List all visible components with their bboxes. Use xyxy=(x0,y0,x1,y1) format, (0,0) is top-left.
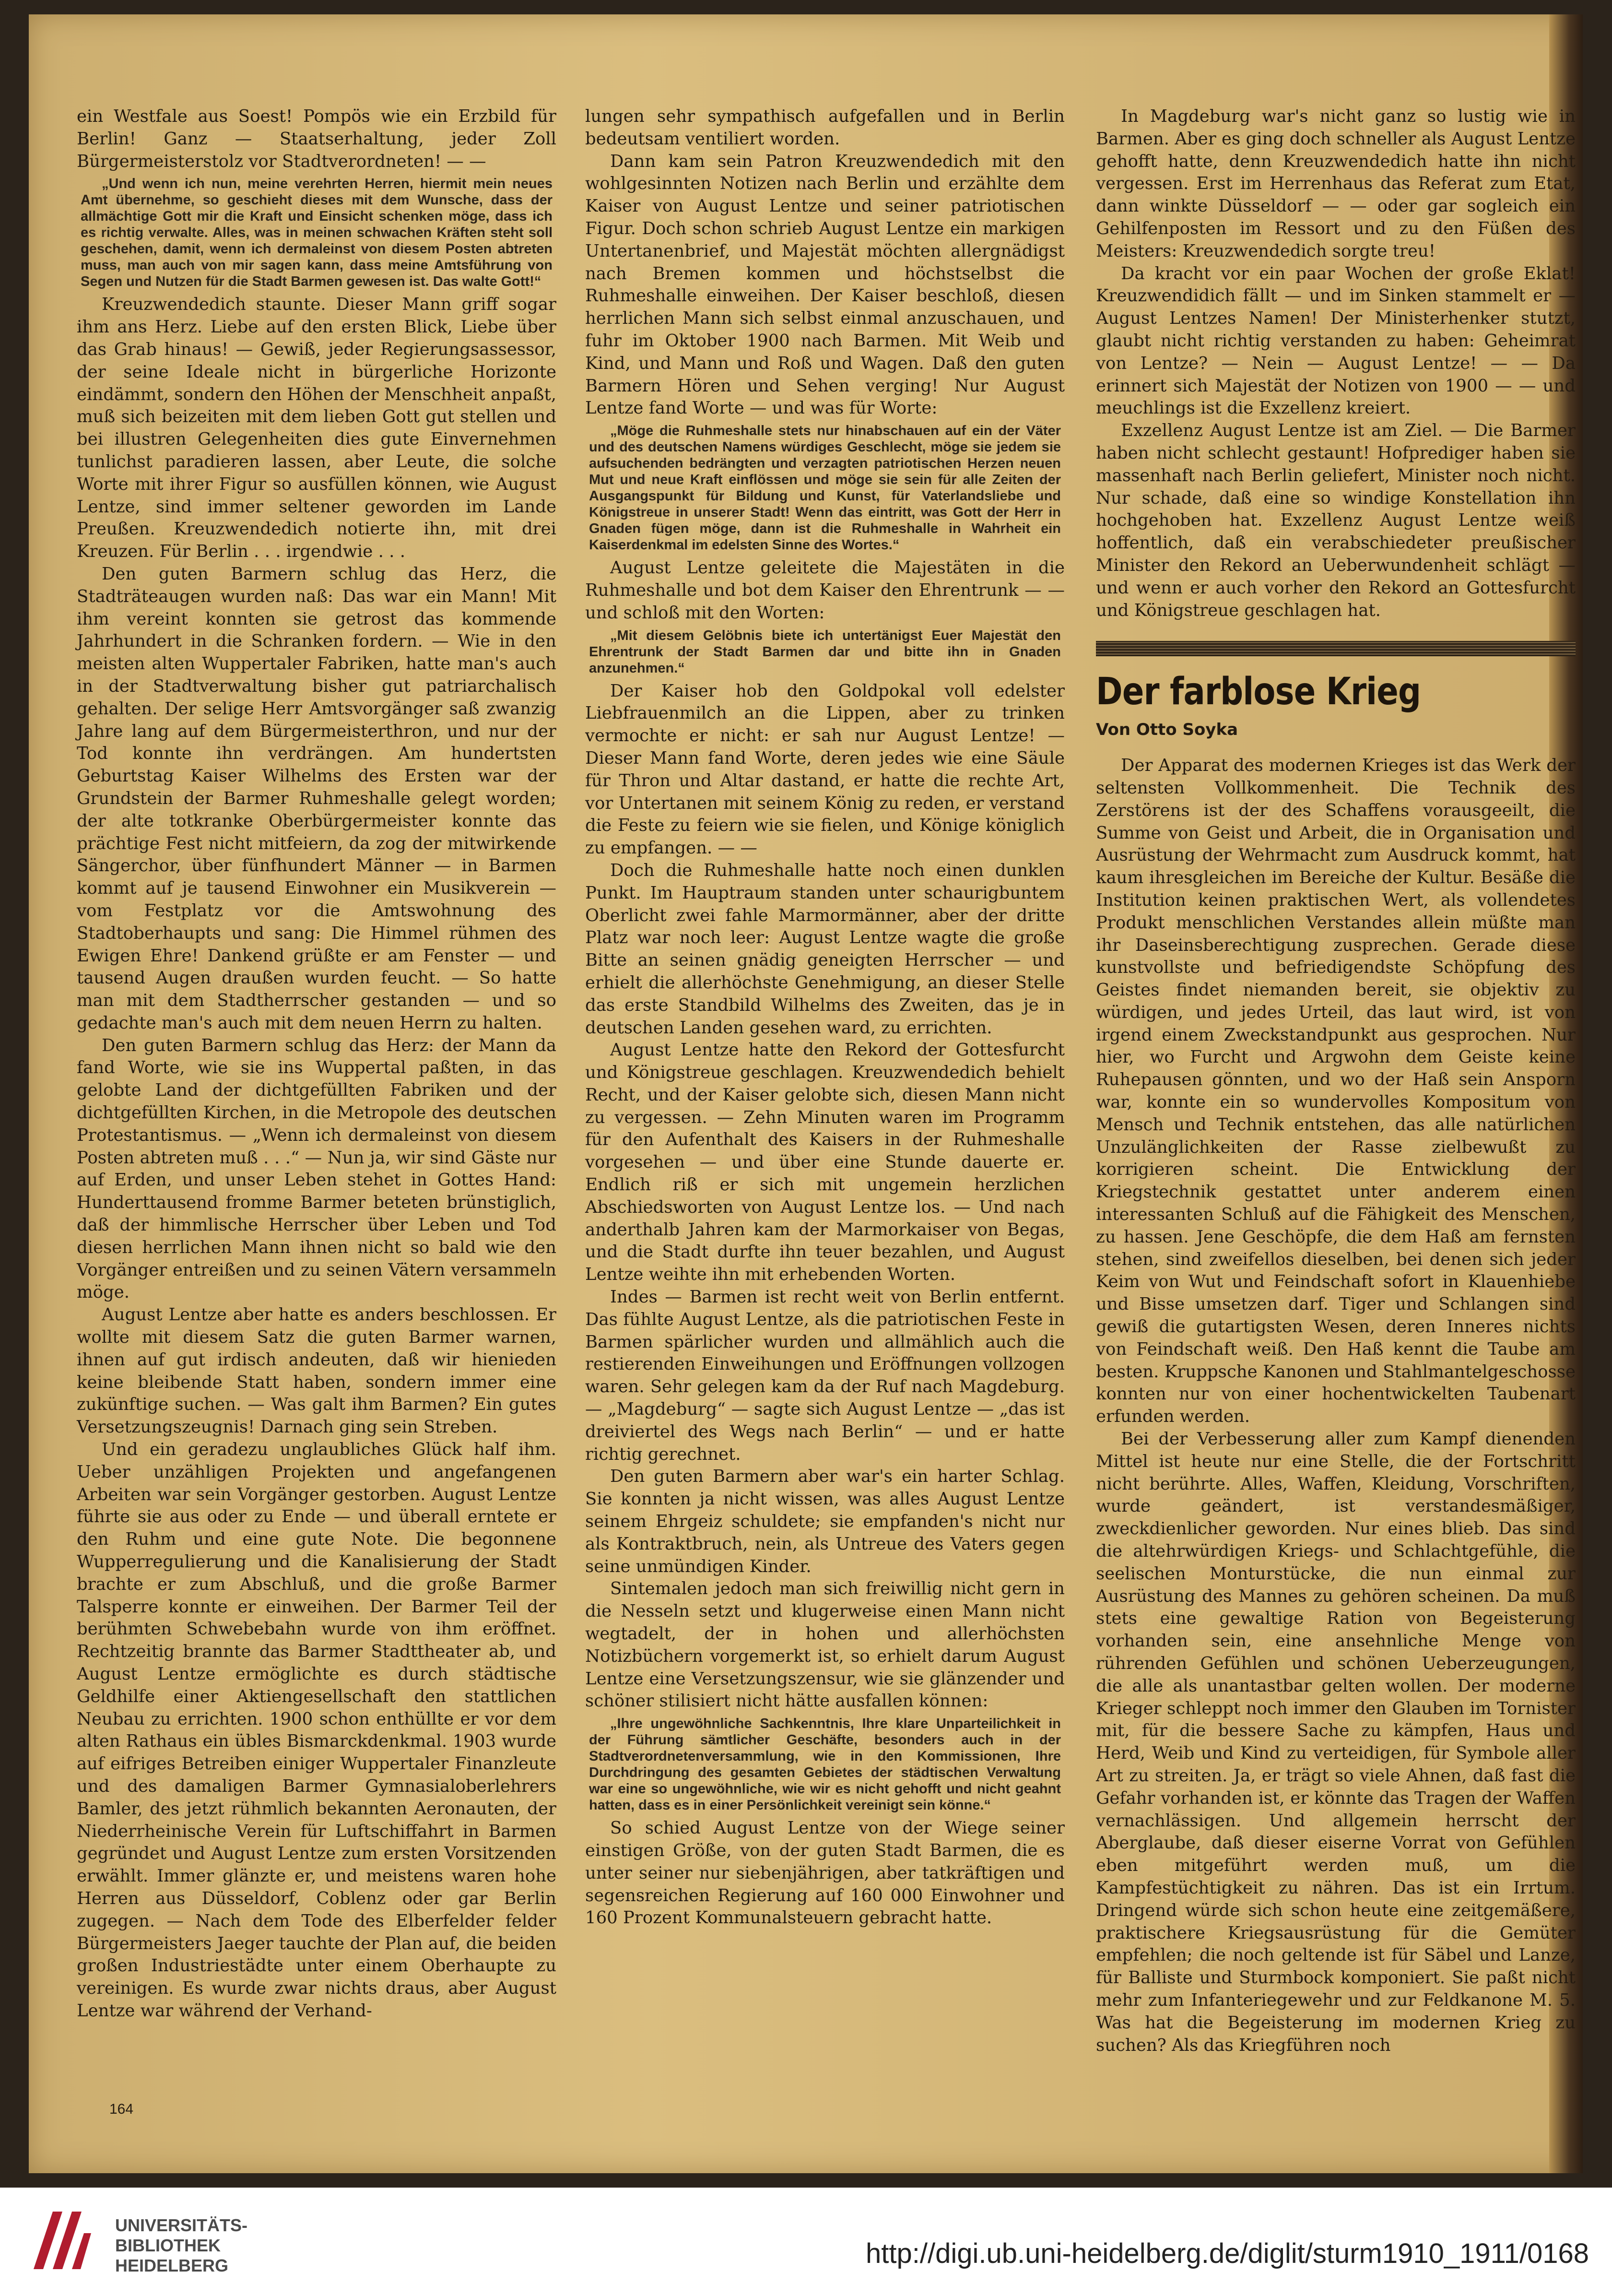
paragraph: Doch die Ruhmeshalle hatte noch einen dunklen Punkt. Im Hauptraum standen unter schaurigbuntem Oberlicht zwei fahle Marmormänner, aber der dritte Platz war noch leer: August Lentze wagte die große Bitte an seinen gnädig geneigten Herrscher — und erhielt die allerhöchste Genehmigung, an dieser Stelle das erste Standbild Wilhelms des Zweiten, das je in deutschen Landen gesehen ward, zu errichten. xyxy=(585,860,1065,1038)
quote-block: „Und wenn ich nun, meine verehrten Herren, hiermit mein neues Amt übernehme, so geschieht dieses mit dem Wunsche, dass der allmächtige Gott mir die Kraft und Einsicht schenken möge, dass ich es richtig verwalte. Alles, was in meinen schwachen Kräften steht soll geschehen, damit, wenn ich dermaleinst von diesem Posten abtreten muss, man auch von mir sagen kann, dass meine Amtsführung von Segen und Nutzen für die Stadt Barmen gewesen ist. Das walte Gott!“ xyxy=(81,176,553,290)
quote-block: „Ihre ungewöhnliche Sachkenntnis, Ihre klare Unparteilichkeit in der Führung sämtlicher Geschäfte, besonders auch in der Stadtverordnetenversammlung, wie in den Kommissionen, Ihre Durchdringung des gesamten Gebietes der städtischen Verwaltung war eine so ungewöhnliche, wie wir es nicht gehofft und nicht geahnt hatten, dass es in einer Persönlichkeit vereinigt sein könne.“ xyxy=(589,1716,1061,1813)
paragraph: Exzellenz August Lentze ist am Ziel. — Die Barmer haben nicht schlecht gestaunt! Hofprediger haben sie massenhaft nach Berlin geliefert, Minister noch nicht. Nur schade, daß eine so windige Konstellation ihn hochgehoben hat. Exzellenz August Lentze weiß hoffentlich, daß ein verabschiedeter preußischer Minister den Rekord an Ueberwundenheit schlägt — und wenn er auch vorher den Rekord an Gottesfurcht und Königstreue geschlagen hat. xyxy=(1096,421,1576,620)
library-name-line: BIBLIOTHEK xyxy=(115,2236,221,2255)
column-left xyxy=(77,106,556,2023)
paragraph: Den guten Barmern aber war's ein harter Schlag. Sie konnten ja nicht wissen, was alles August Lentze seinem Ehrgeiz schuldete; sie empfanden's nicht nur als Kontraktbruch, nein, als Untreue des Vaters gegen seine unmündigen Kinder. xyxy=(585,1467,1065,1576)
paragraph: Kreuzwendedich staunte. Dieser Mann griff sogar ihm ans Herz. Liebe auf den ersten Blick, Liebe über das Grab hinaus! — Gewiß, jeder Regierungsassessor, der seine Ideale nicht in bürgerliche Horizonte eindämmt, sondern den Höhen der Menschheit anpaßt, muß sich beizeiten mit dem lieben Gott gut stellen und bei illustren Gelegenheiten dies gute Einvernehmen tunlichst paradieren lassen, aber Leute, die solche Worte mit ihrer Figur so ausfüllen können, wie August Lentze, sind immer seltener geworden im Lande Preußen. Kreuzwendedich notierte ihn, mit drei Kreuzen. Für Berlin . . . irgendwie . . . xyxy=(77,295,556,562)
university-logo-icon xyxy=(24,2202,101,2279)
paragraph: Dann kam sein Patron Kreuzwendedich mit den wohlgesinnten Notizen nach Berlin und erzählte dem Kaiser von August Lentze und seiner patriotischen Figur. Doch schon schrieb August Lentze ein markigen Untertanenbrief, und Majestät möchten allergnädigst nach Bremen kommen und höchstselbst die Ruhmeshalle einweihen. Der Kaiser beschloß, diesen herrlichen Mann sich selbst einmal anzuschauen, und fuhr im Oktober 1900 nach Barmen. Mit Weib und Kind, und Mann und Roß und Wagen. Daß den guten Barmern Hören und Sehen verging! Nur August Lentze fand Worte — und was für Worte: xyxy=(585,151,1065,418)
paragraph: Den guten Barmern schlug das Herz: der Mann da fand Worte, wie sie ins Wuppertal paßten, in das gelobte Land der dichtgefüllten Fabriken und der dichtgefüllten Kirchen, in die Metropole des deutschen Protestantismus. — „Wenn ich dermaleinst von diesem Posten abtreten muß . . .“ — Nun ja, wir sind Gäste nur auf Erden, und unser Leben stehet in Gottes Hand: Hunderttausend fromme Barmer beteten brünstiglich, daß der himmlische Herrscher über Leben und Tod diesen herrlichen Mann ihnen nicht so bald wie den Vorgänger entreißen und zu seinen Vätern versammeln möge. xyxy=(77,1035,556,1302)
permalink-url[interactable]: http://digi.ub.uni-heidelberg.de/diglit/sturm1910_1911/0168 xyxy=(866,2238,1589,2269)
article-byline: Von Otto Soyka xyxy=(1096,720,1238,740)
library-name-line: HEIDELBERG xyxy=(115,2256,229,2275)
paragraph: Der Apparat des modernen Krieges ist das Werk der seltensten Vollkommenheit. Die Technik des Zerstörens ist der des Schaffens vorausgeeilt, die Summe von Geist und Arbeit, die in Organisation und Ausrüstung der Wehrmacht zum Ausdruck kommt, hat kaum ihresgleichen im Bereiche der Kultur. Besäße die Institution keinen praktischen Wert, als vollendetes Produkt menschlichen Verstandes allein müßte man ihr Daseinsberechtigung zusprechen. Gerade diese kunstvollste und befriedigendste Schöpfung des Geistes findet niemanden bereit, sie objektiv zu würdigen, und jedes Urteil, das laut wird, ist von irgend einem Zweckstandpunkt aus gesprochen. Nur hier, wo Furcht und Argwohn dem Geiste keine Ruhepausen gönnten, und wo der Haß sein Ansporn war, konnte ein so wundervolles Kompositum von Mensch und Technik entstehen, das alle natürlichen Unzulänglichkeiten der Rasse zielbewußt zu korrigieren scheint. Die Entwicklung der Kriegstechnik gestattet unter anderem einen interessanten Schluß auf die Fähigkeit des Menschen, zu hassen. Jene Geschöpfe, die dem Haß am fernsten stehen, sind zweifellos dieselben, bei denen sich jeder Keim von Wut und Feindschaft sofort in Klauenhiebe und Bisse umsetzen darf. Tiger und Schlangen sind gewiß die gutartigsten Wesen, deren Inneres nichts von Feindschaft weiß. Den Haß kennt die Taube am besten. Kruppsche Kanonen und Stahlmantelgeschosse konnten nur von einer hochentwickelten Taubenart erfunden werden. xyxy=(1096,756,1576,1427)
paragraph: So schied August Lentze von der Wiege seiner einstigen Größe, von der guten Stadt Barmen, die es unter seiner nur siebenjährigen, aber tatkräftigen und segensreichen Regierung auf 160 000 Einwohner und 160 Prozent Kommunalsteuern gebracht hatte. xyxy=(585,1818,1065,1928)
paragraph: lungen sehr sympathisch aufgefallen und in Berlin bedeutsam ventiliert worden. xyxy=(585,107,1065,149)
paragraph: In Magdeburg war's nicht ganz so lustig wie in Barmen. Aber es ging doch schneller als August Lentze gehofft hatte, denn Kreuzwendedich hatte ihn nicht vergessen. Erst im Herrenhaus das Referat zum Etat, dann winkte Düsseldorf — — oder gar sogleich ein Gehilfenposten im Ressort und zu den Füßen des Meisters: Kreuzwendedich sorgte treu! xyxy=(1096,107,1576,261)
quote-block: „Möge die Ruhmeshalle stets nur hinabschauen auf ein der Väter und des deutschen Namens würdiges Geschlecht, möge sie jedem sie aufsuchenden bedrängten und verzagten patriotischen Herzen neuen Mut und neue Kraft einflössen und möge sie sein für alle Zeiten der Ausgangspunkt für Bildung und Kunst, für Vaterlandsliebe und Königstreue in unserer Stadt! Wenn das eintritt, was Gott der Herr in Gnaden fügen möge, dann ist die Ruhmeshalle in Wahrheit ein Kaiserdenkmal im edelsten Sinne des Wortes.“ xyxy=(589,423,1061,553)
paragraph: Der Kaiser hob den Goldpokal voll edelster Liebfrauenmilch an die Lippen, aber zu trinken vermochte er nicht: er sah nur August Lentze! — Dieser Mann fand Worte, deren jedes wie eine Säule für Thron und Altar dastand, er hatte die rechte Art, vor Untertanen mit seinem König zu reden, er verstand die Feste zu feiern wie sie fielen, und Könige königlich zu empfangen. — — xyxy=(585,681,1065,858)
library-name xyxy=(115,2215,247,2276)
section-divider xyxy=(1096,641,1576,656)
page-number: 164 xyxy=(109,2101,134,2117)
paragraph: Bei der Verbesserung aller zum Kampf dienenden Mittel ist heute nur eine Stelle, die der Fortschritt nicht berührte. Alles, Waffen, Kleidung, Vorschriften, wurde geändert, ist verstandesmäßiger, zweckdienlicher geworden. Nur eines blieb. Das sind die altehrwürdigen Kriegs- und Schlachtgefühle, die seelischen Monturstücke, die nun einmal zur Ausrüstung des Mannes zu gehören scheinen. Da muß stets eine gewaltige Ration von Begeisterung vorhanden sein, eine ansehnliche Menge von rührenden Gefühlen und schönen Ueberzeugungen, die alle als unantastbar gelten wollen. Der moderne Krieger schleppt noch immer den Glauben im Tornister mit, für die bessere Sache zu kämpfen, Haus und Herd, Weib und Kind zu verteidigen, für Symbole aller Art zu streiten. Ja, er trägt so viele Ahnen, daß fast die Gefahr vorhanden ist, er könnte das Tragen der Waffen vernachlässigen. Und allgemein herrscht der Aberglaube, daß dieser eiserne Vorrat von Gefühlen eben mitgeführt werden muß, um die Kampfestüchtigkeit zu nähren. Das ist ein Irrtum. Dringend würde sich schon heute eine zeitgemäßere, praktischere Kriegsausrüstung für die Gemüter empfehlen; die noch geltende ist für Säbel und Lanze, für Balliste und Sturmbock komponiert. Sie paßt nicht mehr zum Infanteriegewehr und zur Feldkanone M. 5. Was hat die Begeisterung im modernen Krieg zu suchen? Als das Kriegführen noch xyxy=(1096,1429,1576,2055)
scanned-page xyxy=(29,14,1583,2173)
column-right xyxy=(1096,106,1576,2057)
paragraph: Sintemalen jedoch man sich freiwillig nicht gern in die Nesseln setzt und klugerweise einen Mann nicht wegtadelt, der in hohen und allerhöchsten Notizbüchern vorgemerkt ist, so erhielt darum August Lentze eine Versetzungszensur, wie sie glänzender und schöner stilisiert nicht hätte ausfallen können: xyxy=(585,1579,1065,1711)
quote-block: „Mit diesem Gelöbnis biete ich untertänigst Euer Majestät den Ehrentrunk der Stadt Barmen dar und bitte ihn in Gnaden anzunehmen.“ xyxy=(589,627,1061,676)
article-title: Der farblose Krieg xyxy=(1096,670,1421,714)
paragraph: August Lentze hatte den Rekord der Gottesfurcht und Königstreue geschlagen. Kreuzwendedich behielt Recht, und der Kaiser gelobte sich, diesen Mann nicht zu vergessen. — Zehn Minuten waren im Programm für den Aufenthalt des Kaisers in der Ruhmeshalle vorgesehen — und über eine Stunde dauerte er. Endlich riß er sich mit ungemein herzlichen Abschiedsworten von August Lentze los. — Und nach anderthalb Jahren kam der Marmorkaiser von Begas, und die Stadt durfte ihn teuer bezahlen, und August Lentze weihte ihn mit erhebenden Worten. xyxy=(585,1040,1065,1285)
paragraph: August Lentze aber hatte es anders beschlossen. Er wollte mit diesem Satz die guten Barmer warnen, ihnen auf gut irdisch andeuten, daß wir hienieden keine bleibende Statt haben, sondern immer eine zukünftige suchen. — Was galt ihm Barmen? Ein gutes Versetzungszeugnis! Darnach ging sein Streben. xyxy=(77,1305,556,1437)
paragraph: ein Westfale aus Soest! Pompös wie ein Erzbild für Berlin! Ganz — Staatserhaltung, jeder Zoll Bürgermeisterstolz vor Stadtverordneten! — — xyxy=(77,107,556,171)
viewer-footer xyxy=(0,2188,1612,2296)
library-name-line: UNIVERSITÄTS- xyxy=(115,2215,248,2235)
paragraph: Und ein geradezu unglaubliches Glück half ihm. Ueber unzähligen Projekten und angefangenen Arbeiten war sein Vorgänger gestorben. August Lentze führte sie aus oder zu Ende — und überall erntete er den Ruhm und eine gute Note. Die begonnene Wupperregulierung und die Kanalisierung der Stadt brachte er zum Abschluß, und die große Barmer Talsperre konnte er einweihen. Der Barmer Teil der berühmten Schwebebahn wurde von ihm eröffnet. Rechtzeitig brannte das Barmer Stadttheater ab, und August Lentze ermöglichte es durch städtische Geldhilfe einer Aktiengesellschaft den stattlichen Neubau zu errichten. 1900 schon enthüllte er vor dem alten Rathaus ein übles Bismarckdenkmal. 1903 wurde auf eifriges Betreiben einiger Wuppertaler Finanzleute und des damaligen Barmer Gymnasialoberlehrers Bamler, des jetzt rühmlich bekannten Aeronauten, der Niederrheinische Verein für Luftschiffahrt in Barmen gegründet und August Lentze zum ersten Vorsitzenden erwählt. Immer glänzte er, und meistens waren hohe Herren aus Düsseldorf, Coblenz oder gar Berlin zugegen. — Nach dem Tode des Elberfelder felder Bürgermeisters Jaeger tauchte der Plan auf, die beiden großen Industriestädte unter einem Oberhaupte zu vereinigen. Es wurde zwar nichts draus, aber August Lentze war während der Verhand- xyxy=(77,1440,556,2021)
paragraph: Indes — Barmen ist recht weit von Berlin entfernt. Das fühlte August Lentze, als die patriotischen Feste in Barmen spärlicher wurden und allmählich auch die restierenden Einweihungen und Eröffnungen vollzogen waren. Sehr gelegen kam da der Ruf nach Magdeburg. — „Magdeburg“ — sagte sich August Lentze — „das ist dreiviertel des Wegs nach Berlin“ — und er hatte richtig gerechnet. xyxy=(585,1287,1065,1464)
paragraph: Da kracht vor ein paar Wochen der große Eklat! Kreuzwendidich fällt — und im Sinken stammelt er — August Lentzes Namen! Der Ministerhenker stutzt, glaubt nicht richtig verstanden zu haben: Geheimrat von Lentze? — Nein — August Lentze! — — Da erinnert sich Majestät der Notizen von 1900 — — und meuchlings ist die Exzellenz kreiert. xyxy=(1096,263,1576,418)
paragraph: Den guten Barmern schlug das Herz, die Stadträteaugen wurden naß: Das war ein Mann! Mit ihm vereint konnten sie getrost das kommende Jahrhundert in die Schranken fordern. — Wie in den meisten alten Wuppertaler Fabriken, hatte man's auch in der Stadtverwaltung bisher gut patriarchalisch gehalten. Der selige Herr Amtsvorgänger saß zwanzig Jahre lang auf dem Bürgermeisterthron, und nur der Tod konnte ihn verdrängen. Am hundertsten Geburtstag Kaiser Wilhelms des Ersten war der Grundstein der Barmer Ruhmeshalle gelegt worden; der alte totkranke Oberbürgermeister konnte das prächtige Fest nicht mitfeiern, da zog der mitwirkende Sängerchor, über fünfhundert Männer — in Barmen kommt auf je tausend Einwohner ein Musikverein — vom Festplatz vor die Amtswohnung des Stadtoberhaupts und sang: Die Himmel rühmen des Ewigen Ehre! Dankend grüßte er am Fenster — und tausend Augen draußen wurden feucht. — So hatte man mit dem Stadtherrscher gestanden — und so gedachte man's auch mit dem neuen Herrn zu halten. xyxy=(77,564,556,1033)
column-middle xyxy=(585,106,1065,1929)
paragraph: August Lentze geleitete die Majestäten in die Ruhmeshalle und bot dem Kaiser den Ehrentrunk — — und schloß mit den Worten: xyxy=(585,558,1065,623)
